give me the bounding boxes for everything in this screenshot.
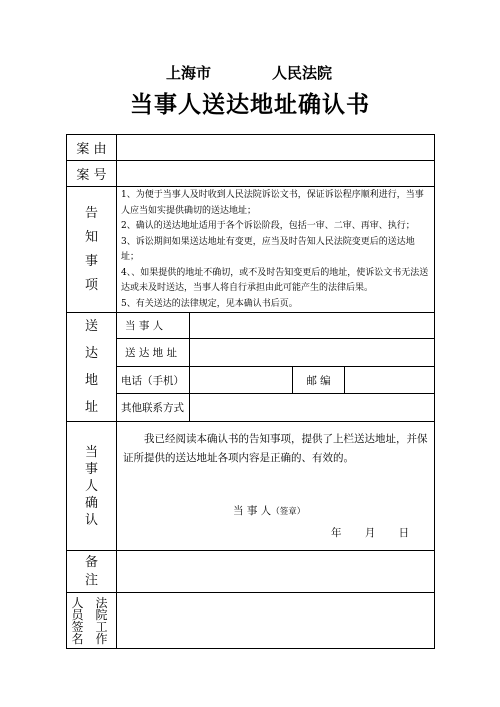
court-city: 上海市 (166, 64, 212, 82)
staff-label-right: 法 院 工 作 (95, 596, 108, 646)
phone-field[interactable] (190, 366, 293, 394)
case-cause-row (67, 135, 435, 161)
notice-label-char: 事 (84, 253, 98, 269)
address-label-char: 址 (84, 400, 98, 415)
notice-label-char: 项 (84, 277, 98, 293)
notice-items (117, 187, 435, 313)
notice-label (67, 187, 117, 313)
confirm-label-char: 当 (84, 444, 98, 460)
address-label-char: 地 (84, 373, 98, 388)
sign-person (233, 502, 305, 522)
staff-label (67, 593, 117, 649)
court-name: 人民法院 (272, 64, 333, 82)
confirm-label-char: 确 (84, 495, 98, 511)
sign-hint: （签章） (271, 507, 306, 517)
address-label-char: 送 (84, 319, 98, 334)
confirm-statement: 我已经阅读本确认书的告知事项，提供了上栏送达地址，并保证所提供的送达地址各项内容是正确的、有效的。 (123, 433, 428, 464)
notice-row (67, 187, 435, 313)
case-number-row (67, 161, 435, 187)
court-header (0, 62, 500, 84)
confirm-row (67, 422, 435, 551)
confirmation-form (66, 134, 435, 649)
notice-label-char: 告 (84, 205, 98, 221)
postcode-label: 邮 编 (293, 366, 345, 394)
remarks-label-char: 注 (84, 572, 98, 588)
delivery-address-row (67, 339, 435, 367)
phone-label: 电话（手机） (117, 366, 190, 394)
confirm-label-char: 事 (84, 461, 98, 477)
notice-item: 3、诉讼期间如果送达地址有变更，应当及时告知人民法院变更后的送达地址； (121, 236, 415, 262)
postcode-field[interactable] (345, 366, 435, 394)
confirm-label-char: 认 (84, 512, 98, 528)
case-cause-label: 案 由 (67, 135, 117, 161)
notice-item: 1、为便于当事人及时收到人民法院诉讼文书，保证诉讼程序顺利进行，当事人应当如实提供确切的送达地址； (121, 190, 424, 216)
confirm-label (67, 422, 117, 551)
address-label-char: 达 (84, 346, 98, 361)
notice-item: 4、、如果提供的地址不确切，或不及时告知变更后的地址，使诉讼文书无法送达或未及时送达，当事人将自行承担由此可能产生的法律后果。 (121, 267, 429, 293)
sign-person-label: 当 事 人 (233, 505, 272, 517)
remarks-field[interactable] (117, 551, 435, 593)
remarks-row (67, 551, 435, 593)
remarks-label-char: 备 (84, 554, 98, 570)
delivery-address-field[interactable] (190, 339, 435, 367)
notice-item: 2、确认的送达地址适用于各个诉讼阶段，包括一审、二审、再审、执行； (121, 221, 415, 231)
remarks-label (67, 551, 117, 593)
document-title: 当事人送达地址确认书 (130, 91, 370, 118)
case-cause-field[interactable] (117, 135, 435, 161)
confirm-label-char: 人 (84, 478, 98, 494)
staff-signature-field[interactable] (117, 593, 435, 649)
case-number-label: 案 号 (67, 161, 117, 187)
case-number-field[interactable] (117, 161, 435, 187)
other-contact-label: 其他联系方式 (117, 394, 190, 422)
phone-row (67, 366, 435, 394)
confirm-block (123, 430, 428, 550)
notice-item: 5、有关送达的法律规定，见本确认书后页。 (121, 298, 298, 309)
confirm-area (117, 422, 435, 551)
delivery-address-label: 送 达 地 址 (117, 339, 190, 367)
staff-row (67, 593, 435, 649)
address-label (67, 313, 117, 422)
other-contact-row (67, 394, 435, 422)
notice-label-char: 知 (84, 229, 98, 245)
party-field[interactable] (190, 313, 435, 339)
staff-label-left: 人 员 签 名 (71, 596, 84, 646)
other-contact-field[interactable] (190, 394, 435, 422)
party-label: 当 事 人 (117, 313, 190, 339)
party-row (67, 313, 435, 339)
sign-date: 年 月 日 (331, 527, 410, 539)
